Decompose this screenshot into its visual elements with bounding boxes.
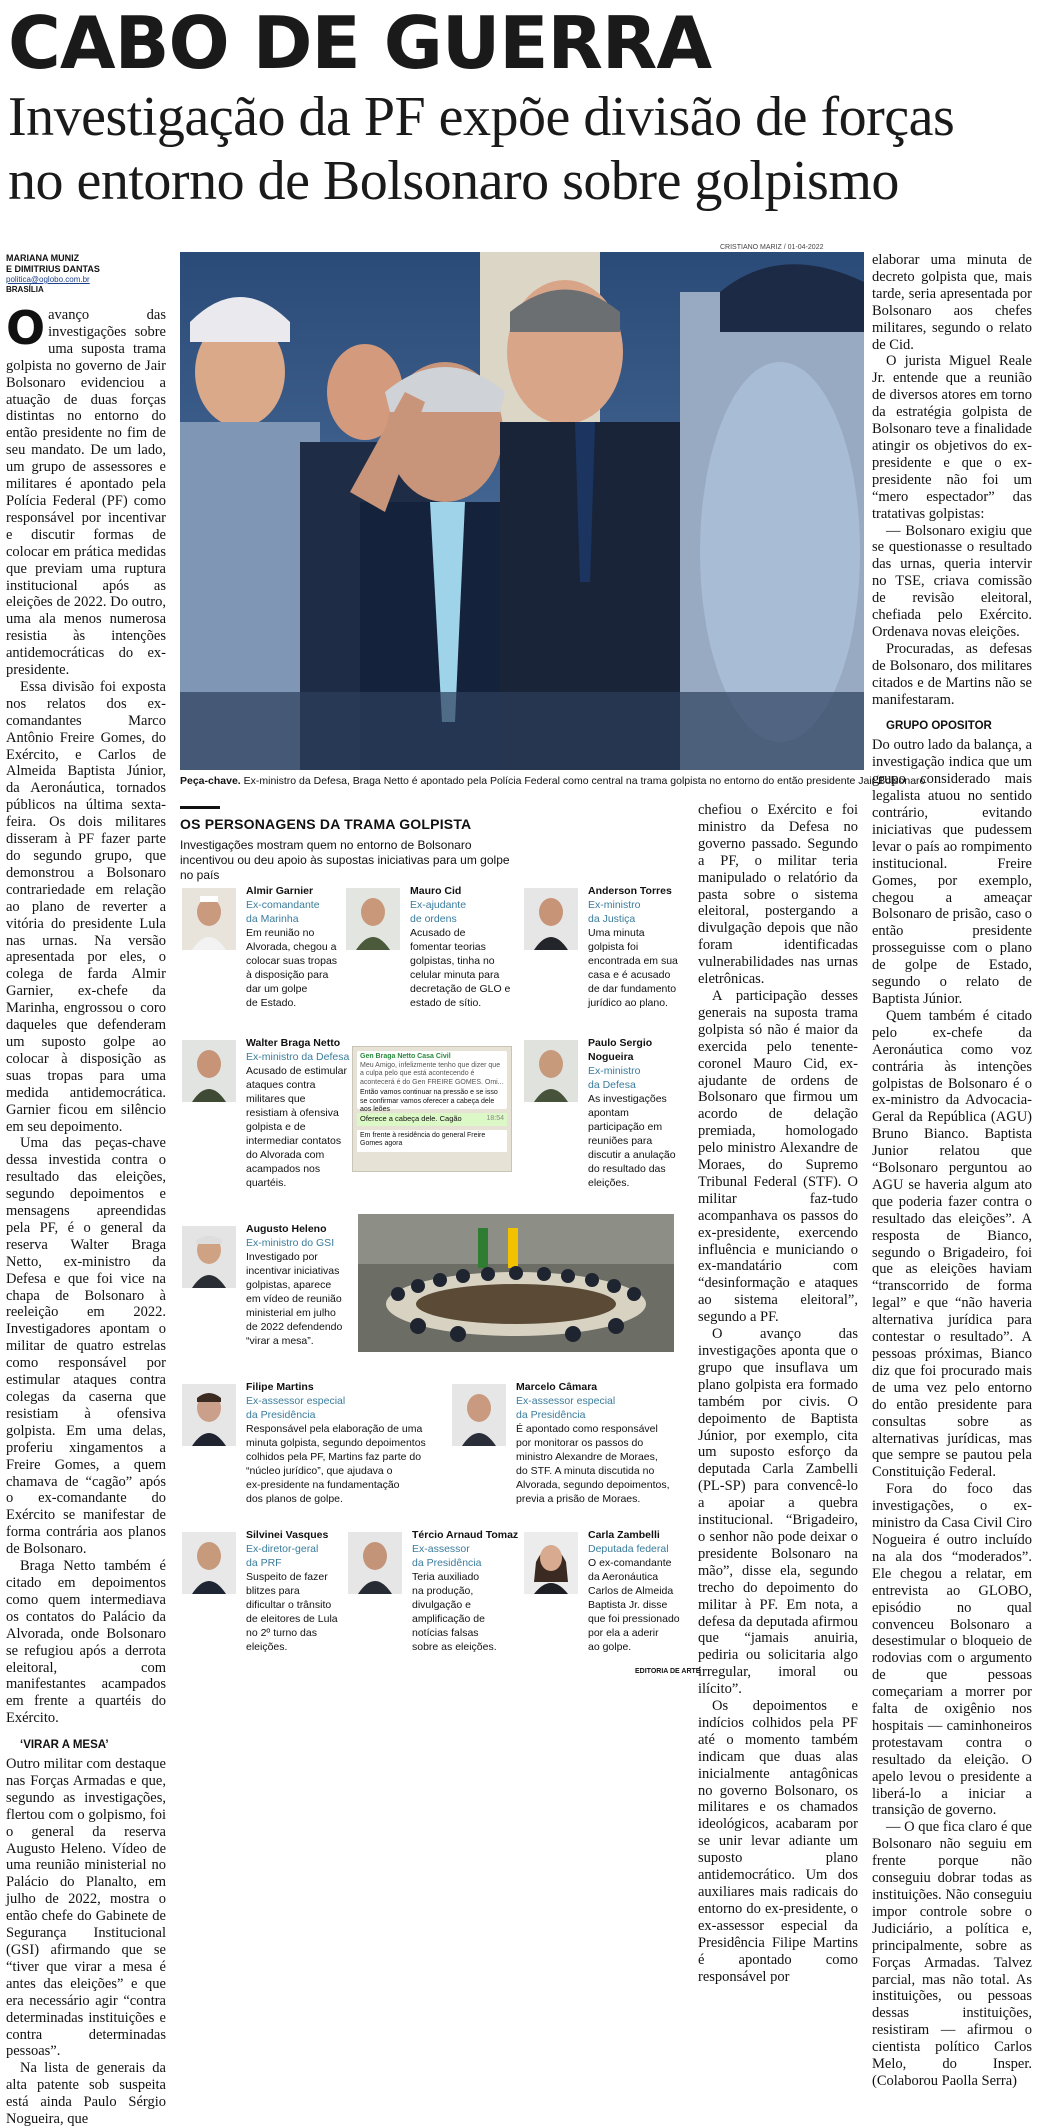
paragraph: elaborar uma minuta de decreto golpista que, mais tarde, seria apresentada por Bolsonaro aos chefes militares, segundo o relato de Cid. <box>872 252 1032 353</box>
headline-line-2: no entorno de Bolsonaro sobre golpismo <box>8 150 899 212</box>
byline-author-2: E DIMITRIUS DANTAS <box>6 264 100 274</box>
headline-line-1: Investigação da PF expõe divisão de forças <box>8 86 955 148</box>
person-role: Ex-ministro do GSI <box>246 1237 335 1249</box>
person-name: Anderson Torres <box>588 885 672 897</box>
person-name: Mauro Cid <box>410 885 462 897</box>
person-name: Filipe Martins <box>246 1381 314 1393</box>
main-photo <box>180 252 864 770</box>
person-name: Paulo Sergio <box>588 1037 653 1049</box>
paragraph: Uma das peças-chave dessa investida contra o resultado das eleições, segundo depoimentos e mensagens apreendidas pela PF, é o general da reserva Walter Braga Netto, ex-ministro da Defesa e que foi vice na chapa de Bolsonaro à reeleição em 2022. Investigadores apontam o militar de quatro estrelas como responsável por estimular ataques contra colegas da caserna que resistiam à ofensiva golpista. Em uma delas, proferiu xingamentos a Freire Gomes, a quem chamava de “cagão” após o ex-comandante do Exército se manifestar de forma contrária aos planos de Bolsonaro. <box>6 1135 166 1558</box>
portrait-mauro-cid <box>346 888 400 950</box>
portrait-anderson-torres <box>524 888 578 950</box>
byline-email[interactable]: politica@oglobo.com.br <box>6 275 90 284</box>
person-augusto-heleno: Augusto Heleno Ex-ministro do GSI Investigado por incentivar iniciativas golpistas, aparece em vídeo de reunião ministerial em julho de 2022 defendendo “virar a mesa”. <box>182 1222 358 1362</box>
person-role: da PRF <box>246 1557 282 1569</box>
person-role: Deputada federal <box>588 1543 669 1555</box>
chat-screenshot <box>352 1046 512 1172</box>
person-role: da Defesa <box>588 1079 636 1091</box>
person-role: Ex-ministro <box>588 899 641 911</box>
editoria-credit: EDITORIA DE ARTE <box>635 1668 701 1675</box>
person-name: Almir Garnier <box>246 885 314 897</box>
person-role: da Marinha <box>246 913 299 925</box>
paragraph: Na lista de generais da alta patente sob suspeita está ainda Paulo Sérgio Nogueira, que <box>6 2060 166 2128</box>
person-role: da Presidência <box>246 1409 316 1421</box>
paragraph: Essa divisão foi exposta nos relatos dos ex-comandantes Marco Antônio Freire Gomes, do Exército, e Carlos de Almeida Baptista Júnior, da Aeronáutica, tornados públicos na última sexta-feira. Os dois militares disseram à PF fazer parte do segundo grupo, que demonstrou a Bolsonaro contrariedade em relação ao plano de reverter a vitória do presidente Lula nas urnas. Na versão apresentada por eles, o colega de farda Almir Garnier, ex-chefe da Marinha, engrossou o coro daqueles que defenderam um suposto golpe ao colocar à disposição as suas tropas para uma medida antidemocrática. Garnier ficou em silêncio em seu depoimento. <box>6 678 166 1135</box>
portrait-tercio-arnaud <box>348 1532 402 1594</box>
person-name: Carla Zambelli <box>588 1529 660 1541</box>
chat-time: 18:54 <box>486 1114 504 1122</box>
chat-reply: Oferece a cabeça dele. Cagão <box>357 1113 507 1126</box>
paragraph: Do outro lado da balança, a investigação indica que um grupo considerado mais legalista atuou no sentido contrário, evitando iniciativas que pudessem levar o país ao rompimento institucional. Freire Gomes, por exemplo, chegou a ameaçar Bolsonaro de prisão, caso o então presidente prosseguisse com o plano de golpe de Estado, segundo o relato de Baptista Júnior. <box>872 737 1032 1007</box>
byline-author-1: MARIANA MUNIZ <box>6 253 80 263</box>
photo-credit: CRISTIANO MARIZ / 01-04-2022 <box>720 244 824 251</box>
paragraph: Braga Netto também é citado em depoimentos como quem intermediava os contatos do Palácio da Alvorada, onde Bolsonaro se refugiou após a derrota eleitoral, com manifestantes acampados em frente a quartéis do Exército. <box>6 1558 166 1727</box>
column-1 <box>6 253 166 2128</box>
person-marcelo-camara: Marcelo Câmara Ex-assessor especial da Presidência É apontado como responsável por monitorar os passos do ministro Alexandre de Moraes, do STF. A minuta discutida no Alvorada, segundo depoimentos, previa a prisão de Moraes. <box>452 1380 692 1520</box>
portrait-silvinei-vasques <box>182 1532 236 1594</box>
person-role: da Justiça <box>588 913 636 925</box>
portrait-marcelo-camara <box>452 1384 506 1446</box>
person-name: Nogueira <box>588 1051 634 1063</box>
meeting-photo <box>358 1214 674 1352</box>
person-silvinei-vasques: Silvinei Vasques Ex-diretor-geral da PRF Suspeito de fazer blitzes para dificultar o trânsito de eleitores de Lula no 2º turno das eleições. <box>182 1528 352 1668</box>
person-name: Silvinei Vasques <box>246 1529 329 1541</box>
person-name: Walter Braga Netto <box>246 1037 341 1049</box>
portrait-filipe-martins <box>182 1384 236 1446</box>
subhead-grupo-opositor: GRUPO OPOSITOR <box>886 720 992 733</box>
dropcap: O <box>6 301 46 355</box>
person-role: Ex-ministro da Defesa <box>246 1051 350 1063</box>
box-intro: Investigações mostram quem no entorno de Bolsonaro incentivou ou deu apoio às supostas iniciativas para um golpe no país <box>180 838 510 882</box>
person-role: Ex-assessor especial <box>516 1395 616 1407</box>
person-almir-garnier: Almir Garnier Ex-comandante da Marinha Em reunião no Alvorada, chegou a colocar suas tropas à disposição para dar um golpe de Estado. <box>182 884 350 1024</box>
chat-message: Então vamos continuar na pressão e se isso se confirmar vamos oferecer a cabeça dele aos leões <box>360 1089 498 1113</box>
paragraph: Os depoimentos e indícios colhidos pela PF até o momento também indicam que duas alas inicialmente antagônicas no governo Bolsonaro, os militares e os chamados ideológicos, acabaram por se unir levar adiante um suposto plano antidemocrático. Um dos auxiliares mais radicais do entorno do ex-presidente, o ex-assessor especial da Presidência Filipe Martins é apontado como responsável por <box>698 1698 858 1985</box>
chat-message: Em frente à residência do general Freire Gomes agora <box>357 1130 507 1152</box>
person-tercio-arnaud-tomaz: Tércio Arnaud Tomaz Ex-assessor da Presidência Teria auxiliado na produção, divulgação e amplificação de notícias falsas sobre as eleições. <box>348 1528 524 1668</box>
paragraph: Procuradas, as defesas de Bolsonaro, dos militares citados e de Martins não se manifestaram. <box>872 640 1032 708</box>
person-name: Tércio Arnaud Tomaz <box>412 1529 519 1541</box>
box-rule <box>180 806 220 809</box>
person-role: da Presidência <box>412 1557 482 1569</box>
portrait-almir-garnier <box>182 888 236 950</box>
person-role: Ex-diretor-geral <box>246 1543 319 1555</box>
paragraph: Quem também é citado pelo ex-chefe da Aeronáutica como voz contrária às intenções golpistas de Bolsonaro é o ex-ministro da Advocacia-Geral da República (AGU) Bruno Bianco. Baptista Junior relatou que “Bolsonaro perguntou ao AGU se haveria algum ato que poderia fazer contra o resultado das eleições”. A resposta de Bianco, segundo o Brigadeiro, foi que as eleições haviam “transcorrido de forma legal” e que “não haveria alternativa jurídica para contestar o resultado”. A pessoas próximas, Bianco diz que foi procurado mais de uma vez pelo entorno do então presidente para consultas sobre as alternativas jurídicas, mas que sempre se pautou pela Constituição Federal. <box>872 1007 1032 1481</box>
paragraph: O avanço das investigações aponta que o grupo que insuflava um plano golpista era formado também por civis. O depoimento de Baptista Júnior, por exemplo, cita um suposto esforço da deputada Carla Zambelli (PL-SP) para convencê-lo a apoiar a quebra institucional. “Brigadeiro, o senhor não pode deixar o presidente Bolsonaro na mão”, disse ela, segundo trecho do depoimento do militar à PF. Em nota, a defesa da deputada afirmou que “jamais anuiria, pediria ou solicitaria algo irregular, imoral ou ilícito”. <box>698 1326 858 1698</box>
paragraph: chefiou o Exército e foi ministro da Defesa no governo passado. Segundo a PF, o militar teria manipulado o relatório da pasta sobre o sistema eleitoral, postergando a divulgação depois que não foram identificadas vulnerabilidades nas urnas eletrônicas. <box>698 802 858 988</box>
paragraph: Outro militar com destaque nas Forças Armadas e que, segundo as investigações, flertou com o golpismo, foi o general da reserva Augusto Heleno. Vídeo de uma reunião ministerial no Palácio do Planalto, em julho de 2022, mostra o então chefe do Gabinete de Segurança Institucional (GSI) afirmando que se “tiver que virar a mesa é antes das eleições” e que era necessário agir “contra determinadas instituições e contra determinadas pessoas”. <box>6 1756 166 2060</box>
photo-caption: Peça-chave. Ex-ministro da Defesa, Braga Netto é apontado pela Polícia Federal como central na trama golpista no entorno do então presidente Jair Bolsonaro <box>180 775 926 787</box>
paragraph: A participação desses generais na suposta trama golpista só não é maior da exercida pelo tenente-coronel Mauro Cid, ex-ajudante de ordens de Bolsonaro que firmou um acordo de delação premiada, homologado pelo ministro Alexandre de Moraes, do Supremo Tribunal Federal (STF). O militar faz-tudo acompanhava os passos do ex-presidente, exercendo influência e municiando o ex-mandatário com “desinformação e ataques ao sistema eleitoral”, segundo a PF. <box>698 987 858 1326</box>
portrait-paulo-sergio <box>524 1040 578 1102</box>
box-title: OS PERSONAGENS DA TRAMA GOLPISTA <box>180 816 472 832</box>
person-role: de ordens <box>410 913 457 925</box>
chat-contact: Gen Braga Netto Casa Civil <box>360 1053 451 1060</box>
kicker: CABO DE GUERRA <box>8 1 712 85</box>
portrait-braga-netto <box>182 1040 236 1102</box>
person-role: Ex-ajudante <box>410 899 467 911</box>
person-anderson-torres: Anderson Torres Ex-ministro da Justiça Uma minuta golpista foi encontrada em sua casa e é acusado de dar fundamento jurídico ao plano. <box>524 884 694 1024</box>
person-role: da Presidência <box>516 1409 586 1421</box>
portrait-augusto-heleno <box>182 1226 236 1288</box>
person-carla-zambelli: Carla Zambelli Deputada federal O ex-comandante da Aeronáutica Carlos de Almeida Baptista Jr. disse que foi pressionado por ela a aderir ao golpe. <box>524 1528 694 1668</box>
person-name: Marcelo Câmara <box>516 1381 598 1393</box>
portrait-carla-zambelli <box>524 1532 578 1594</box>
paragraph: — O que fica claro é que Bolsonaro não seguiu em frente porque não conseguiu dobrar todas as instituições. Não conseguiu impor controle sobre o Judiciário, a política e, principalmente, sobre as Forças Armadas. Talvez parcial, mas não total. As instituições, ou pessoas dessas instituições, resistiram — afirmou o cientista político Carlos Melo, do Insper. (Colaborou Paolla Serra) <box>872 1819 1032 2089</box>
person-role: Ex-comandante <box>246 899 320 911</box>
column-4 <box>698 802 858 1985</box>
person-mauro-cid: Mauro Cid Ex-ajudante de ordens Acusado de fomentar teorias golpistas, tinha no celular minuta para decretação de GLO e estado de sítio. <box>346 884 514 1024</box>
person-name: Augusto Heleno <box>246 1223 327 1235</box>
paragraph: Fora do foco das investigações, o ex-ministro da Casa Civil Ciro Nogueira é outro incluído na ala dos “moderados”. Ele chegou a relatar, em entrevista ao GLOBO, episódio no qual convenceu Bolsonaro a desestimular o bloqueio de rodovias com o argumento de que pessoas começariam a morrer por falta de oxigênio nos hospitais — caminhoneiros protestavam contra o resultado da eleição. O apelo levou o presidente a liberá-lo a iniciar a transição de governo. <box>872 1481 1032 1819</box>
person-walter-braga-netto: Walter Braga Netto Ex-ministro da Defesa Acusado de estimular ataques contra militares que resistiam à ofensiva golpista e de intermediar contatos do Alvorada com acampados nos quartéis. <box>182 1036 352 1206</box>
subhead-virar-a-mesa: ‘VIRAR A MESA’ <box>20 1739 109 1752</box>
paragraph: — Bolsonaro exigiu que se questionasse o resultado das urnas, queria intervir no TSE, criava comissão de revisão eleitoral, chefiada pelo Exército. Ordenava novas eleições. <box>872 522 1032 640</box>
person-role: Ex-assessor <box>412 1543 470 1555</box>
byline-city: BRASÍLIA <box>6 285 44 294</box>
photo-illustration <box>180 252 864 770</box>
person-paulo-sergio-nogueira: Paulo Sergio Nogueira Ex-ministro da Defesa As investigações apontam participação em reuniões para discutir a anulação do resultado das eleições. <box>524 1036 694 1206</box>
column-5 <box>872 252 1032 2089</box>
meeting-illustration <box>358 1214 674 1352</box>
paragraph: O jurista Miguel Reale Jr. entende que a reunião de diversos atores em torno da estratégia golpista de Bolsonaro teve a finalidade atingir os objetivos do ex-presidente e que o ex-presidente não foi um “mero espectador” das tratativas golpistas: <box>872 353 1032 522</box>
person-role: Ex-assessor especial <box>246 1395 346 1407</box>
lead-paragraph: Oavanço das investigações sobre uma suposta trama golpista no governo de Jair Bolsonaro evidenciou a atuação de duas forças distintas no entorno do então presidente no fim de seu mandato. De um lado, um grupo de assessores e militares é apontado pela Polícia Federal (PF) como responsável por incentivar e discutir formas de colocar em prática medidas que previam uma ruptura institucional após as eleições de 2022. Do outro, uma ala menos numerosa resistia às intenções antidemocráticas do ex-presidente. <box>6 301 166 679</box>
person-role: Ex-ministro <box>588 1065 641 1077</box>
person-filipe-martins: Filipe Martins Ex-assessor especial da Presidência Responsável pela elaboração de uma minuta golpista, segundo depoimentos colhidos pela PF, Martins faz parte do “núcleo jurídico”, que ajudava o ex-presidente na fundamentação dos planos de golpe. <box>182 1380 452 1520</box>
chat-message: Meu Amigo, infelizmente tenho que dizer que a culpa pelo que está acontecendo é acontecerá é do Gen FREIRE GOMES. Omi... <box>360 1061 504 1086</box>
